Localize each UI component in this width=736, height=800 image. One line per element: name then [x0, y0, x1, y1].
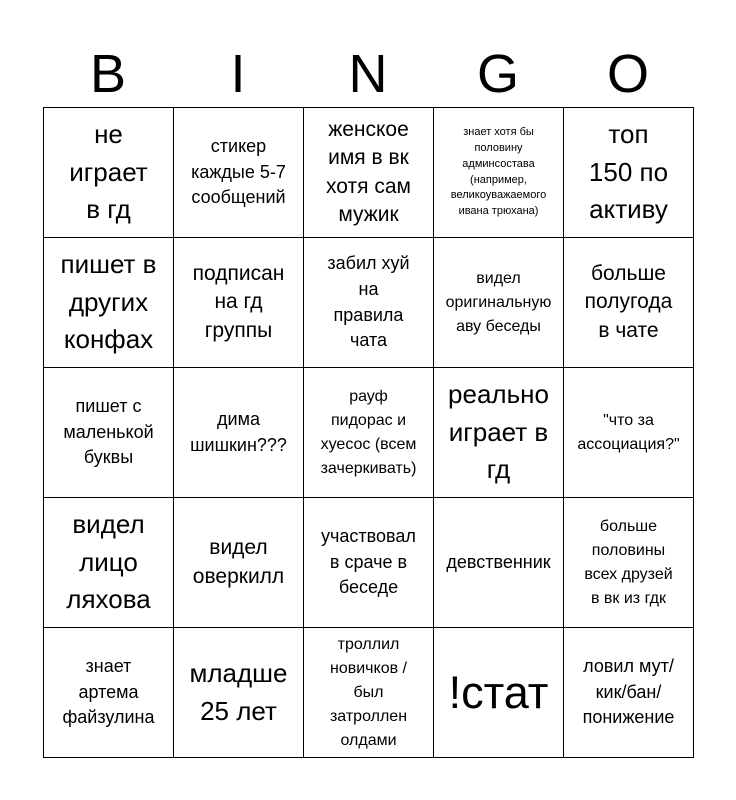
bingo-cell-r2-c5[interactable]: больше полугода в чате [564, 238, 694, 368]
bingo-board [43, 107, 694, 758]
bingo-cell-r3-c4[interactable]: реально играет в гд [434, 368, 564, 498]
bingo-cell-r4-c3[interactable]: участвовал в сраче в беседе [304, 498, 434, 628]
bingo-cell-r5-c4[interactable]: !стат [434, 628, 564, 758]
bingo-cell-r1-c1[interactable]: не играет в гд [44, 108, 174, 238]
header-letter-n: N [348, 44, 388, 104]
bingo-cell-r1-c3[interactable]: женское имя в вк хотя сам мужик [304, 108, 434, 238]
bingo-cell-r3-c2[interactable]: дима шишкин??? [174, 368, 304, 498]
bingo-cell-r4-c5[interactable]: больше половины всех друзей в вк из гдк [564, 498, 694, 628]
bingo-cell-r2-c4[interactable]: видел оригинальную аву беседы [434, 238, 564, 368]
bingo-cell-r1-c4[interactable]: знает хотя бы половину админсостава (например, великоуважаемого ивана трюхана) [434, 108, 564, 238]
bingo-cell-r1-c5[interactable]: топ 150 по активу [564, 108, 694, 238]
bingo-cell-r2-c2[interactable]: подписан на гд группы [174, 238, 304, 368]
header-letter-g: G [476, 44, 519, 104]
bingo-cell-r4-c2[interactable]: видел оверкилл [174, 498, 304, 628]
bingo-cell-r3-c5[interactable]: "что за ассоциация?" [564, 368, 694, 498]
bingo-cell-r5-c3[interactable]: троллил новичков / был затроллен олдами [304, 628, 434, 758]
bingo-cell-r3-c1[interactable]: пишет с маленькой буквы [44, 368, 174, 498]
bingo-header [43, 40, 693, 108]
bingo-cell-r5-c1[interactable]: знает артема файзулина [44, 628, 174, 758]
bingo-cell-r2-c3[interactable]: забил хуй на правила чата [304, 238, 434, 368]
bingo-cell-r2-c1[interactable]: пишет в других конфах [44, 238, 174, 368]
bingo-cell-r3-c3[interactable]: рауф пидорас и хуесос (всем зачеркивать) [304, 368, 434, 498]
bingo-cell-r1-c2[interactable]: стикер каждые 5-7 сообщений [174, 108, 304, 238]
header-letter-i: I [230, 44, 246, 104]
bingo-cell-r5-c5[interactable]: ловил мут/ кик/бан/ понижение [564, 628, 694, 758]
header-letter-o: O [606, 44, 649, 104]
header-letter-b: B [89, 44, 127, 104]
bingo-cell-r4-c1[interactable]: видел лицо ляхова [44, 498, 174, 628]
bingo-cell-r4-c4[interactable]: девственник [434, 498, 564, 628]
bingo-cell-r5-c2[interactable]: младше 25 лет [174, 628, 304, 758]
